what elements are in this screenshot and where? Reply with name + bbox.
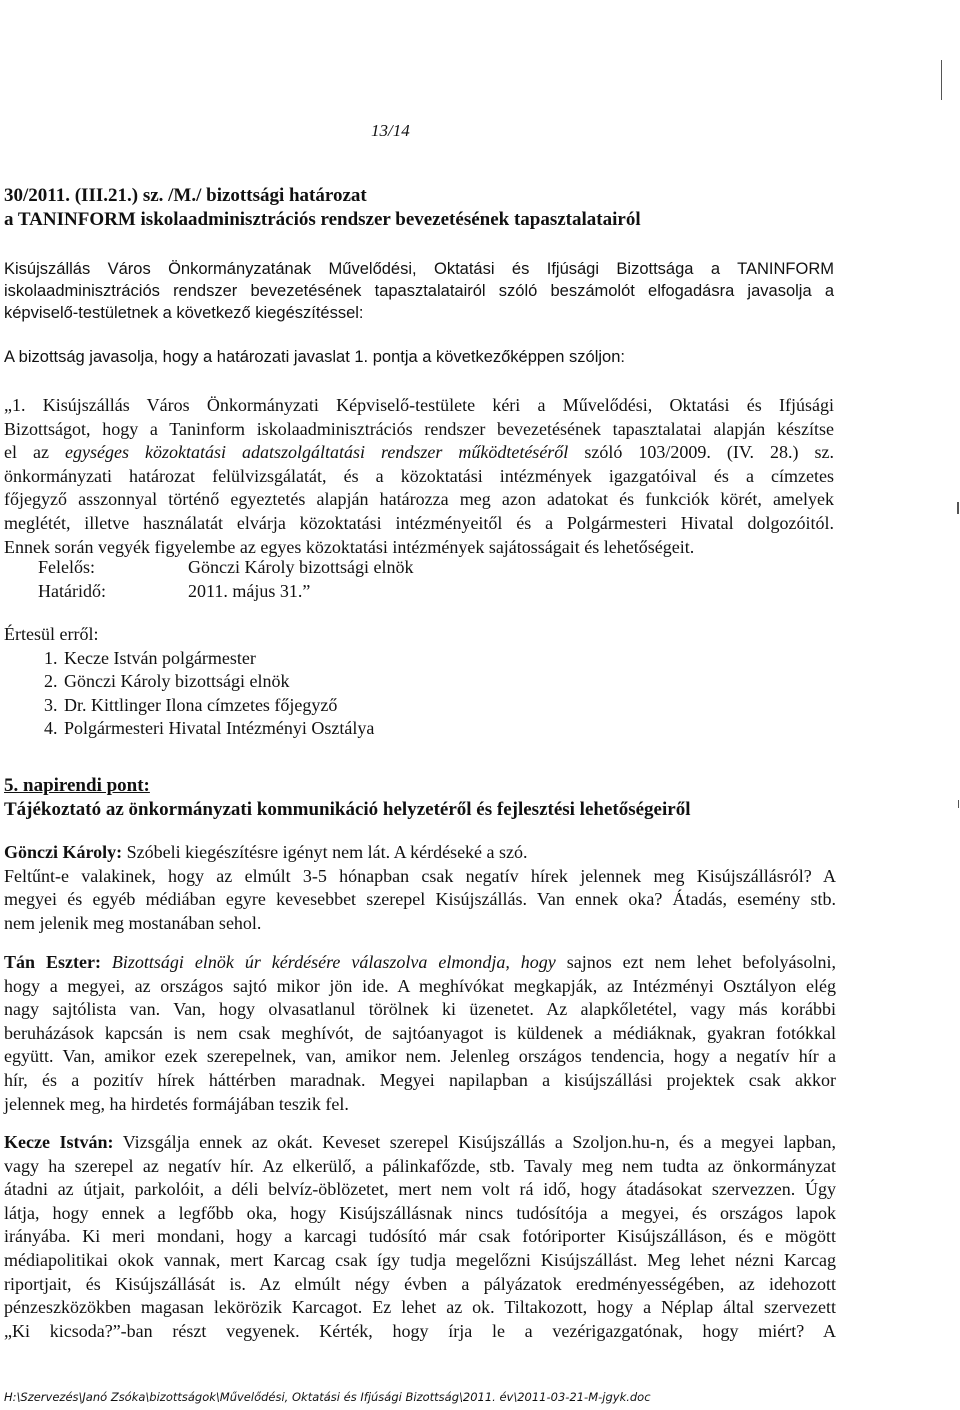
paragraph-line: hogy a megyei, az országos sajtó mikor jön ide. A meghívókat megkapják, az Intézményi Osztályon elég [4, 975, 836, 996]
paragraph-line: nagy sajtólista van. Van, hogy olvasatlanul törölnek ki üzenetet. Az alapkőletétel, vagy más korábbi [4, 999, 836, 1020]
paragraph-text: Szóbeli kiegészítésre igényt nem lát. A kérdéseké a szó. [122, 842, 528, 862]
speaker-name: Kecze István: [4, 1132, 114, 1152]
paragraph-line: médiapolitikai okok vannak, mert Karcag csak így tudja megelőzni Kisújszállást. Meg lehet nézni Karcag [4, 1249, 836, 1270]
paragraph-text: sajnos ezt nem lehet befolyásolni, [555, 952, 836, 972]
responsible-row [38, 555, 413, 579]
resolution-text-line: Bizottságot, hogy a Taninform iskolaadminisztrációs rendszer bevezetésének tapasztalatai alapján készítse [4, 418, 834, 439]
paragraph-line: átadni az útjait, parkolóit, a déli belvíz-öblözetet, mert nem volt rá idő, hogy átadásokat szervezzen. Úgy [4, 1179, 836, 1200]
notification-heading: Értesül erről: [4, 624, 99, 644]
agenda-title: Tájékoztató az önkormányzati kommunikáció helyzetéről és fejlesztési lehetőségeiről [4, 799, 691, 820]
paragraph-line: jelennek meg, ha hirdetés formájában teszik fel. [4, 1093, 349, 1114]
deadline-label: Határidő: [38, 581, 106, 601]
intro-line: Kisújszállás Város Önkormányzatának Művelődési, Oktatási és Ifjúsági Bizottsága a TANINFORM [4, 260, 834, 278]
paragraph-line: irányába. Ki meri mondani, hogy a karcagi tudósító már csak fotóriporter Kisújszálláson, és e mögött [4, 1226, 836, 1247]
intro-line: iskolaadminisztrációs rendszer bevezetésének tapasztalatairól szóló beszámolót elfogadásra javasolja a [4, 282, 834, 300]
resolution-heading [4, 184, 944, 232]
intro-line: képviselő-testületnek a következő kiegészítéssel: [4, 304, 364, 322]
paragraph-line: Feltűnt-e valakinek, hogy az elmúlt 3-5 hónapban csak negatív hírek jelennek meg Kisújszállásról? A [4, 865, 836, 886]
regulation-title: egységes közoktatási adatszolgáltatási rendszer működtetéséről [65, 442, 569, 463]
speaker-name: Gönczi Károly: [4, 842, 123, 862]
resolution-text-line: meglétét, illetve használatát elvárja közoktatási intézményeitől és a Polgármesteri Hivatal dolgozóitól. [4, 512, 834, 533]
agenda-item-label: 5. napirendi pont: [4, 775, 150, 796]
page-number: 13/14 [371, 121, 410, 140]
paragraph-line: látja, hogy ennek a legfőbb oka, hogy Kisújszállásnak nincs tudósítója a megyei, és országos lapok [4, 1202, 836, 1223]
notification-block [4, 623, 374, 741]
paragraph-line: beruházások kapcsán is nem csak meghívót, de sajtóanyagot is küldenek a médiáknak, gyakran fotókkal [4, 1022, 836, 1043]
notification-list [4, 647, 374, 741]
resolution-text-line: Ennek során vegyék figyelembe az egyes közoktatási intézmények sajátosságait és lehetőségeit. [4, 536, 695, 557]
paragraph-line: megyei és egyéb médiában egyre kevesebbet szerepel Kisújszállás. Van ennek oka? Átadás, esemény stb. [4, 889, 836, 910]
resolution-text-line: főjegyző asszonnyal történő egyeztetés alapján határozza meg azon adatokat és funkciók körét, amelyek [4, 489, 834, 510]
scan-margin-mark [957, 502, 959, 514]
line-start: el az [4, 442, 65, 463]
speaker-paragraph-gonczi [4, 841, 836, 935]
paragraph-line: vagy ha szerepel az negatív hír. Az elkerülő, a pálinkafőzde, stb. Tavaly meg nem tudta az önkormányzat [4, 1155, 836, 1176]
responsible-label: Felelős: [38, 557, 95, 577]
scan-margin-mark [941, 60, 942, 100]
deadline-row [38, 579, 413, 603]
paragraph-italic-text: Bizottsági elnök úr kérdésére válaszolva elmondja, hogy [100, 952, 556, 972]
scan-margin-mark [958, 800, 959, 808]
paragraph-text: Vizsgálja ennek az okát. Keveset szerepel Kisújszállás a Szoljon.hu-n, és a megyei lapban, [113, 1132, 836, 1152]
line-rest: szóló 103/2009. (IV. 28.) sz. [568, 442, 835, 463]
file-path-footer: H:\Szervezés\Janó Zsóka\bizottságok\Művelődési, Oktatási és Ifjúsági Bizottság\2011. év\2011-03-21-M-jgyk.doc [4, 1390, 651, 1404]
notification-item: 3. Dr. Kittlinger Ilona címzetes főjegyző [62, 694, 374, 718]
speaker-paragraph-kecze [4, 1131, 836, 1343]
agenda-block [4, 774, 690, 822]
resolution-heading-line2: a TANINFORM iskolaadminisztrációs rendszer bevezetésének tapasztalatairól [4, 209, 641, 230]
resolution-text-line [4, 441, 834, 465]
responsibility-block [38, 555, 413, 603]
speaker-name: Tán Eszter: [4, 952, 101, 972]
resolution-text [4, 394, 834, 559]
proposal-line: A bizottság javasolja, hogy a határozati javaslat 1. pontja a következőképpen szóljon: [4, 348, 625, 366]
paragraph-line: hír, és a pozitív hírek háttérben maradnak. Megyei napilapban a kisújszállási projektek csak akkor [4, 1069, 836, 1090]
paragraph-line [4, 841, 836, 865]
paragraph-line [4, 951, 836, 975]
notification-item: 2. Gönczi Károly bizottsági elnök [62, 670, 374, 694]
paragraph-line [4, 1131, 836, 1155]
paragraph-line: együtt. Van, amikor ezek szerepelnek, van, amikor nem. Jelenleg országos tendencia, hogy a negatív hír a [4, 1046, 836, 1067]
speaker-paragraph-tan [4, 951, 836, 1116]
deadline-value: 2011. május 31.” [188, 581, 311, 601]
paragraph-line: riportjait, és Kisújszállását is. Az elmúlt négy évben a pályázatok eredményességében, az idehozott [4, 1273, 836, 1294]
responsible-value: Gönczi Károly bizottsági elnök [188, 557, 414, 577]
resolution-text-line: „1. Kisújszállás Város Önkormányzati Képviselő-testülete kéri a Művelődési, Oktatási és Ifjúsági [4, 395, 834, 415]
resolution-heading-line1: 30/2011. (III.21.) sz. /M./ bizottsági határozat [4, 185, 367, 206]
paragraph-line: pénzeszközökben magasan lekörözik Karcagot. Ez lehet az ok. Tiltakozott, hogy a Néplap által szervezett [4, 1297, 836, 1318]
resolution-text-line: önkormányzati határozat felülvizsgálatát, és a közoktatási intézmények igazgatóival és a címzetes [4, 465, 834, 486]
notification-item: 1. Kecze István polgármester [62, 647, 374, 671]
paragraph-line: „Ki kicsoda?”-ban részt vegyenek. Kérték, hogy írja le a vezérigazgatónak, hogy miért? A [4, 1320, 836, 1341]
resolution-intro [4, 258, 834, 324]
paragraph-line: nem jelenik meg mostanában sehol. [4, 912, 262, 933]
notification-item: 4. Polgármesteri Hivatal Intézményi Osztálya [62, 717, 374, 741]
